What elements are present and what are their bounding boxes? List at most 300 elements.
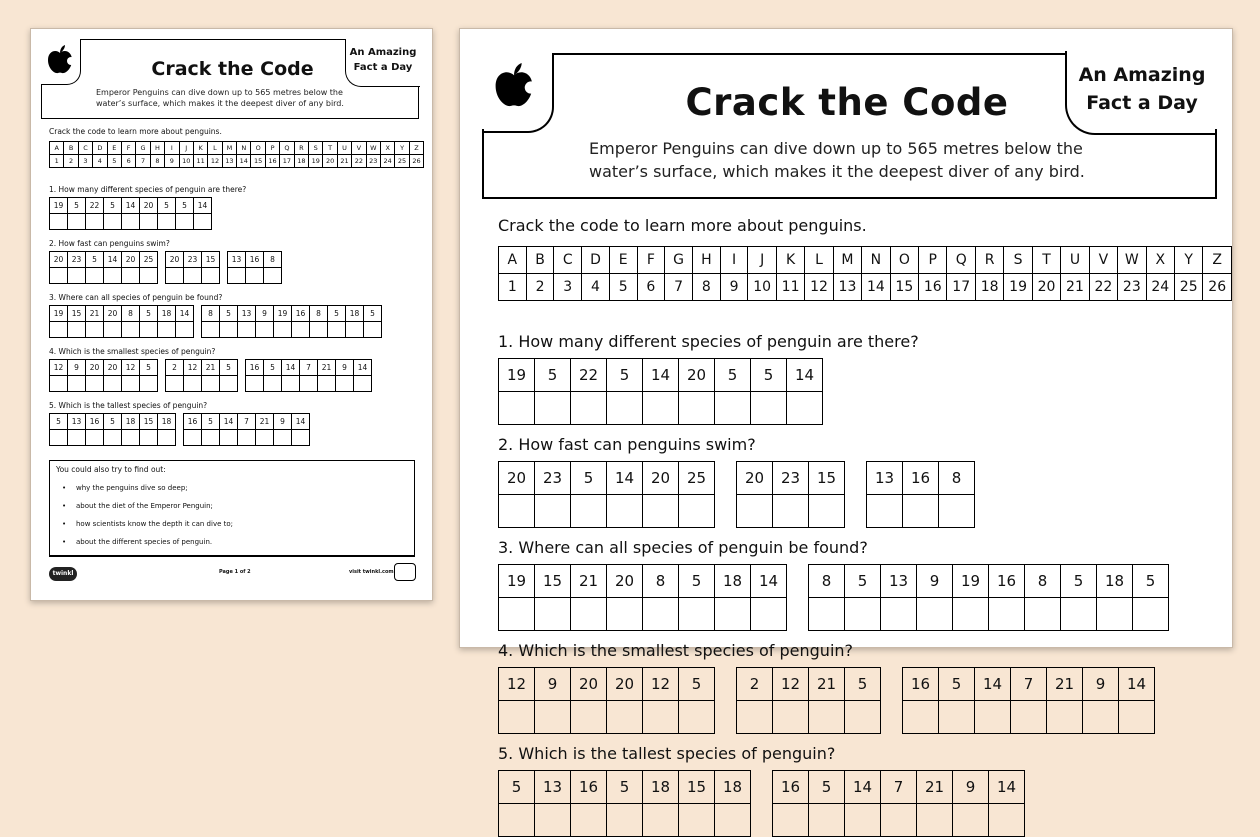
answer-box[interactable] [328, 322, 346, 338]
answer-box[interactable] [194, 214, 212, 230]
cipher-number: 18 [715, 771, 751, 804]
answer-box[interactable] [122, 376, 140, 392]
cipher-number: 8 [939, 462, 975, 495]
answer-box[interactable] [499, 701, 535, 734]
code-number: 22 [1089, 274, 1117, 301]
code-number: 14 [862, 274, 890, 301]
code-number: 7 [136, 155, 150, 168]
cipher-number: 13 [228, 252, 246, 268]
code-letter: S [309, 142, 323, 155]
answer-box[interactable] [140, 376, 158, 392]
question-label: 2. How fast can penguins swim? [49, 239, 170, 248]
answer-box[interactable] [939, 701, 975, 734]
answer-box[interactable] [867, 495, 903, 528]
code-number: 25 [395, 155, 409, 168]
code-number: 26 [409, 155, 423, 168]
cipher-number: 14 [104, 252, 122, 268]
cipher-number: 5 [364, 306, 382, 322]
cipher-number: 13 [867, 462, 903, 495]
answer-box[interactable] [737, 495, 773, 528]
cipher-number: 22 [571, 359, 607, 392]
answer-box[interactable] [809, 598, 845, 631]
cipher-number: 15 [140, 414, 158, 430]
question-label: 5. Which is the tallest species of penguin? [49, 401, 208, 410]
answer-box[interactable] [499, 392, 535, 425]
cipher-number: 21 [571, 565, 607, 598]
cipher-number: 14 [607, 462, 643, 495]
worksheet-zoomed [459, 28, 1233, 796]
also-box [49, 460, 415, 557]
answer-box[interactable] [953, 598, 989, 631]
answer-box[interactable] [176, 214, 194, 230]
code-number: 26 [1203, 274, 1232, 301]
answer-box[interactable] [140, 268, 158, 284]
code-number: 22 [352, 155, 366, 168]
cipher-number: 5 [86, 252, 104, 268]
answer-box[interactable] [122, 430, 140, 446]
code-letter: N [862, 247, 890, 274]
answer-box[interactable] [773, 495, 809, 528]
cipher-number: 20 [607, 565, 643, 598]
answer-box[interactable] [364, 322, 382, 338]
answer-box[interactable] [773, 804, 809, 837]
cipher-number: 14 [975, 668, 1011, 701]
cipher-number: 15 [679, 771, 715, 804]
code-number: 17 [280, 155, 294, 168]
answer-box[interactable] [202, 268, 220, 284]
answer-box[interactable] [989, 804, 1025, 837]
answer-box[interactable] [86, 214, 104, 230]
answer-word [49, 197, 212, 230]
answer-box[interactable] [571, 701, 607, 734]
code-letter: Z [1203, 247, 1232, 274]
cipher-number: 16 [86, 414, 104, 430]
code-number: 13 [833, 274, 861, 301]
answer-box[interactable] [256, 430, 274, 446]
code-number: 23 [1118, 274, 1146, 301]
code-number: 23 [366, 155, 380, 168]
answer-box[interactable] [1083, 701, 1119, 734]
answer-box[interactable] [787, 392, 823, 425]
answer-box[interactable] [607, 804, 643, 837]
answer-box[interactable] [310, 322, 328, 338]
cipher-number: 21 [917, 771, 953, 804]
cipher-number: 9 [953, 771, 989, 804]
code-number: 7 [665, 274, 693, 301]
cipher-number: 25 [140, 252, 158, 268]
answer-box[interactable] [751, 598, 787, 631]
cipher-number: 2 [166, 360, 184, 376]
code-letter: S [1004, 247, 1032, 274]
cipher-number: 14 [1119, 668, 1155, 701]
cipher-number: 5 [607, 771, 643, 804]
code-number: 3 [78, 155, 92, 168]
cipher-number: 5 [679, 668, 715, 701]
code-letter: Z [409, 142, 423, 155]
answer-box[interactable] [122, 214, 140, 230]
answer-box[interactable] [679, 598, 715, 631]
answer-box[interactable] [1097, 598, 1133, 631]
code-number: 18 [294, 155, 308, 168]
cipher-number: 21 [86, 306, 104, 322]
answer-box[interactable] [953, 804, 989, 837]
answer-box[interactable] [643, 598, 679, 631]
cipher-number: 16 [903, 668, 939, 701]
cipher-number: 19 [499, 359, 535, 392]
code-letter: D [93, 142, 107, 155]
answer-box[interactable] [607, 701, 643, 734]
answer-box[interactable] [679, 495, 715, 528]
cipher-number: 5 [68, 198, 86, 214]
code-letter: J [179, 142, 193, 155]
code-letter: I [165, 142, 179, 155]
answer-word [165, 359, 238, 392]
cipher-number: 5 [140, 306, 158, 322]
answer-box[interactable] [535, 804, 571, 837]
answer-box[interactable] [354, 376, 372, 392]
answer-box[interactable] [140, 430, 158, 446]
cipher-number: 22 [86, 198, 104, 214]
code-table [49, 141, 424, 168]
cipher-number: 15 [68, 306, 86, 322]
answer-box[interactable] [1047, 701, 1083, 734]
answer-box[interactable] [903, 495, 939, 528]
answer-box[interactable] [571, 598, 607, 631]
cipher-number: 7 [1011, 668, 1047, 701]
cipher-number: 20 [50, 252, 68, 268]
code-letter: N [237, 142, 251, 155]
answer-box[interactable] [122, 322, 140, 338]
answer-box[interactable] [318, 376, 336, 392]
answer-box[interactable] [256, 322, 274, 338]
answer-box[interactable] [346, 322, 364, 338]
code-number: 6 [121, 155, 135, 168]
code-letter: P [919, 247, 947, 274]
code-letter: V [352, 142, 366, 155]
answer-box[interactable] [202, 430, 220, 446]
answer-box[interactable] [1025, 598, 1061, 631]
badge-line2: Fact a Day [353, 62, 413, 73]
answer-box[interactable] [274, 430, 292, 446]
answer-box[interactable] [246, 268, 264, 284]
answer-box[interactable] [246, 376, 264, 392]
answer-box[interactable] [643, 701, 679, 734]
answer-box[interactable] [140, 214, 158, 230]
answer-box[interactable] [737, 701, 773, 734]
cipher-number: 5 [499, 771, 535, 804]
answer-box[interactable] [86, 430, 104, 446]
cipher-number: 16 [246, 252, 264, 268]
cipher-number: 8 [310, 306, 328, 322]
also-item: • why the penguins dive so deep; [56, 479, 408, 497]
answer-box[interactable] [989, 598, 1025, 631]
cipher-number: 21 [318, 360, 336, 376]
cipher-number: 23 [68, 252, 86, 268]
answer-box[interactable] [184, 268, 202, 284]
answer-box[interactable] [68, 376, 86, 392]
cipher-number: 5 [264, 360, 282, 376]
answer-box[interactable] [751, 392, 787, 425]
code-number: 9 [720, 274, 748, 301]
cipher-number: 14 [643, 359, 679, 392]
code-number: 11 [776, 274, 804, 301]
code-letter: X [380, 142, 394, 155]
answer-box[interactable] [220, 322, 238, 338]
answer-box[interactable] [158, 322, 176, 338]
cipher-number: 14 [989, 771, 1025, 804]
badge-icon [394, 563, 416, 581]
answer-box[interactable] [122, 268, 140, 284]
answer-box[interactable] [809, 495, 845, 528]
cipher-number: 5 [809, 771, 845, 804]
cipher-number: 8 [202, 306, 220, 322]
answer-box[interactable] [68, 214, 86, 230]
answer-box[interactable] [184, 376, 202, 392]
cipher-number: 5 [158, 198, 176, 214]
answer-box[interactable] [773, 701, 809, 734]
code-letter: O [890, 247, 918, 274]
code-letter: C [554, 247, 582, 274]
answer-box[interactable] [176, 322, 194, 338]
answer-box[interactable] [104, 268, 122, 284]
cipher-number: 8 [1025, 565, 1061, 598]
code-letter: F [121, 142, 135, 155]
code-letter: K [776, 247, 804, 274]
code-number: 18 [975, 274, 1003, 301]
cipher-number: 9 [535, 668, 571, 701]
answer-box[interactable] [50, 430, 68, 446]
question-label: 2. How fast can penguins swim? [498, 435, 756, 454]
cipher-number: 2 [737, 668, 773, 701]
answer-box[interactable] [264, 376, 282, 392]
answer-box[interactable] [715, 598, 751, 631]
answer-box[interactable] [50, 214, 68, 230]
answer-box[interactable] [202, 322, 220, 338]
answer-box[interactable] [104, 214, 122, 230]
answer-box[interactable] [903, 701, 939, 734]
code-letter: G [136, 142, 150, 155]
code-letter: Q [280, 142, 294, 155]
answer-box[interactable] [158, 214, 176, 230]
answer-box[interactable] [292, 322, 310, 338]
cipher-number: 9 [68, 360, 86, 376]
footer [49, 555, 415, 585]
answer-box[interactable] [292, 430, 310, 446]
answer-box[interactable] [571, 392, 607, 425]
answer-box[interactable] [86, 376, 104, 392]
question-label: 1. How many different species of penguin are there? [498, 332, 919, 351]
answer-box[interactable] [264, 268, 282, 284]
answer-box[interactable] [1011, 701, 1047, 734]
answer-box[interactable] [86, 268, 104, 284]
answer-word [49, 251, 158, 284]
answer-box[interactable] [499, 598, 535, 631]
code-letter: L [805, 247, 833, 274]
answer-box[interactable] [50, 322, 68, 338]
answer-box[interactable] [607, 392, 643, 425]
cipher-number: 16 [903, 462, 939, 495]
answer-box[interactable] [679, 804, 715, 837]
code-number: 21 [1061, 274, 1089, 301]
answer-box[interactable] [643, 392, 679, 425]
code-letter: X [1146, 247, 1174, 274]
code-letter: I [720, 247, 748, 274]
answer-box[interactable] [607, 598, 643, 631]
answer-box[interactable] [104, 322, 122, 338]
answer-box[interactable] [715, 392, 751, 425]
code-number: 8 [693, 274, 721, 301]
worksheet-thumbnail[interactable] [30, 28, 433, 601]
code-letter: J [748, 247, 776, 274]
fact-line2: water’s surface, which makes it the deepest diver of any bird. [589, 162, 1085, 181]
code-number: 25 [1174, 274, 1202, 301]
answer-box[interactable] [1061, 598, 1097, 631]
cipher-number: 16 [989, 565, 1025, 598]
answer-box[interactable] [535, 598, 571, 631]
cipher-number: 12 [643, 668, 679, 701]
answer-box[interactable] [571, 495, 607, 528]
answer-box[interactable] [535, 495, 571, 528]
answer-box[interactable] [166, 268, 184, 284]
cipher-number: 13 [535, 771, 571, 804]
code-number: 10 [179, 155, 193, 168]
answer-box[interactable] [1133, 598, 1169, 631]
fact-badge [1065, 51, 1217, 135]
answer-box[interactable] [643, 495, 679, 528]
code-number: 17 [947, 274, 975, 301]
answer-box[interactable] [845, 701, 881, 734]
cipher-number: 23 [184, 252, 202, 268]
code-letter: R [975, 247, 1003, 274]
answer-box[interactable] [104, 430, 122, 446]
cipher-number: 20 [737, 462, 773, 495]
answer-word [736, 461, 845, 528]
badge-line1: An Amazing [349, 47, 417, 58]
answer-box[interactable] [274, 322, 292, 338]
answer-box[interactable] [158, 430, 176, 446]
answer-box[interactable] [68, 430, 86, 446]
answer-box[interactable] [238, 430, 256, 446]
code-letter: A [50, 142, 64, 155]
answer-box[interactable] [845, 598, 881, 631]
answer-box[interactable] [535, 701, 571, 734]
cipher-number: 5 [140, 360, 158, 376]
answer-box[interactable] [679, 701, 715, 734]
answer-box[interactable] [809, 804, 845, 837]
cipher-number: 16 [292, 306, 310, 322]
answer-word [866, 461, 975, 528]
cipher-number: 20 [499, 462, 535, 495]
cipher-number: 15 [809, 462, 845, 495]
code-letter: H [150, 142, 164, 155]
twinkl-logo: twinkl [49, 567, 77, 581]
answer-box[interactable] [300, 376, 318, 392]
answer-word [183, 413, 310, 446]
answer-box[interactable] [282, 376, 300, 392]
cipher-number: 5 [1133, 565, 1169, 598]
code-letter: T [1032, 247, 1060, 274]
code-letter: O [251, 142, 265, 155]
answer-box[interactable] [715, 804, 751, 837]
answer-box[interactable] [140, 322, 158, 338]
answer-box[interactable] [809, 701, 845, 734]
answer-box[interactable] [845, 804, 881, 837]
cipher-number: 5 [751, 359, 787, 392]
answer-box[interactable] [917, 598, 953, 631]
cipher-number: 19 [953, 565, 989, 598]
code-number: 9 [165, 155, 179, 168]
cipher-number: 9 [336, 360, 354, 376]
answer-box[interactable] [166, 376, 184, 392]
code-number: 15 [890, 274, 918, 301]
cipher-number: 20 [571, 668, 607, 701]
answer-box[interactable] [220, 376, 238, 392]
answer-box[interactable] [336, 376, 354, 392]
answer-box[interactable] [220, 430, 238, 446]
answer-box[interactable] [499, 804, 535, 837]
answer-box[interactable] [228, 268, 246, 284]
cipher-number: 14 [122, 198, 140, 214]
code-number: 5 [609, 274, 637, 301]
answer-box[interactable] [917, 804, 953, 837]
answer-box[interactable] [607, 495, 643, 528]
badge-line1: An Amazing [1078, 64, 1206, 86]
answer-box[interactable] [881, 804, 917, 837]
cipher-number: 18 [346, 306, 364, 322]
cipher-number: 16 [246, 360, 264, 376]
cipher-number: 5 [50, 414, 68, 430]
cipher-number: 7 [881, 771, 917, 804]
answer-box[interactable] [643, 804, 679, 837]
cipher-number: 18 [158, 306, 176, 322]
badge-line2: Fact a Day [1086, 92, 1198, 114]
cipher-number: 19 [50, 198, 68, 214]
answer-box[interactable] [679, 392, 715, 425]
cipher-number: 14 [354, 360, 372, 376]
cipher-number: 23 [773, 462, 809, 495]
answer-box[interactable] [104, 376, 122, 392]
code-letter: H [693, 247, 721, 274]
answer-box[interactable] [939, 495, 975, 528]
answer-box[interactable] [68, 322, 86, 338]
cipher-number: 12 [499, 668, 535, 701]
code-letter: K [193, 142, 207, 155]
code-letter: U [337, 142, 351, 155]
answer-box[interactable] [975, 701, 1011, 734]
answer-box[interactable] [881, 598, 917, 631]
answer-box[interactable] [184, 430, 202, 446]
answer-word [736, 667, 881, 734]
answer-box[interactable] [238, 322, 256, 338]
answer-box[interactable] [571, 804, 607, 837]
answer-box[interactable] [50, 268, 68, 284]
answer-box[interactable] [202, 376, 220, 392]
also-item: • how scientists know the depth it can dive to; [56, 515, 408, 533]
question-label: 1. How many different species of penguin are there? [49, 185, 247, 194]
answer-box[interactable] [535, 392, 571, 425]
answer-box[interactable] [1119, 701, 1155, 734]
cipher-number: 20 [166, 252, 184, 268]
code-letter: V [1089, 247, 1117, 274]
cipher-number: 5 [571, 462, 607, 495]
answer-box[interactable] [86, 322, 104, 338]
answer-box[interactable] [499, 495, 535, 528]
cipher-number: 15 [202, 252, 220, 268]
answer-box[interactable] [68, 268, 86, 284]
code-number: 2 [64, 155, 78, 168]
page-number: Page 1 of 2 [219, 569, 251, 575]
answer-box[interactable] [50, 376, 68, 392]
